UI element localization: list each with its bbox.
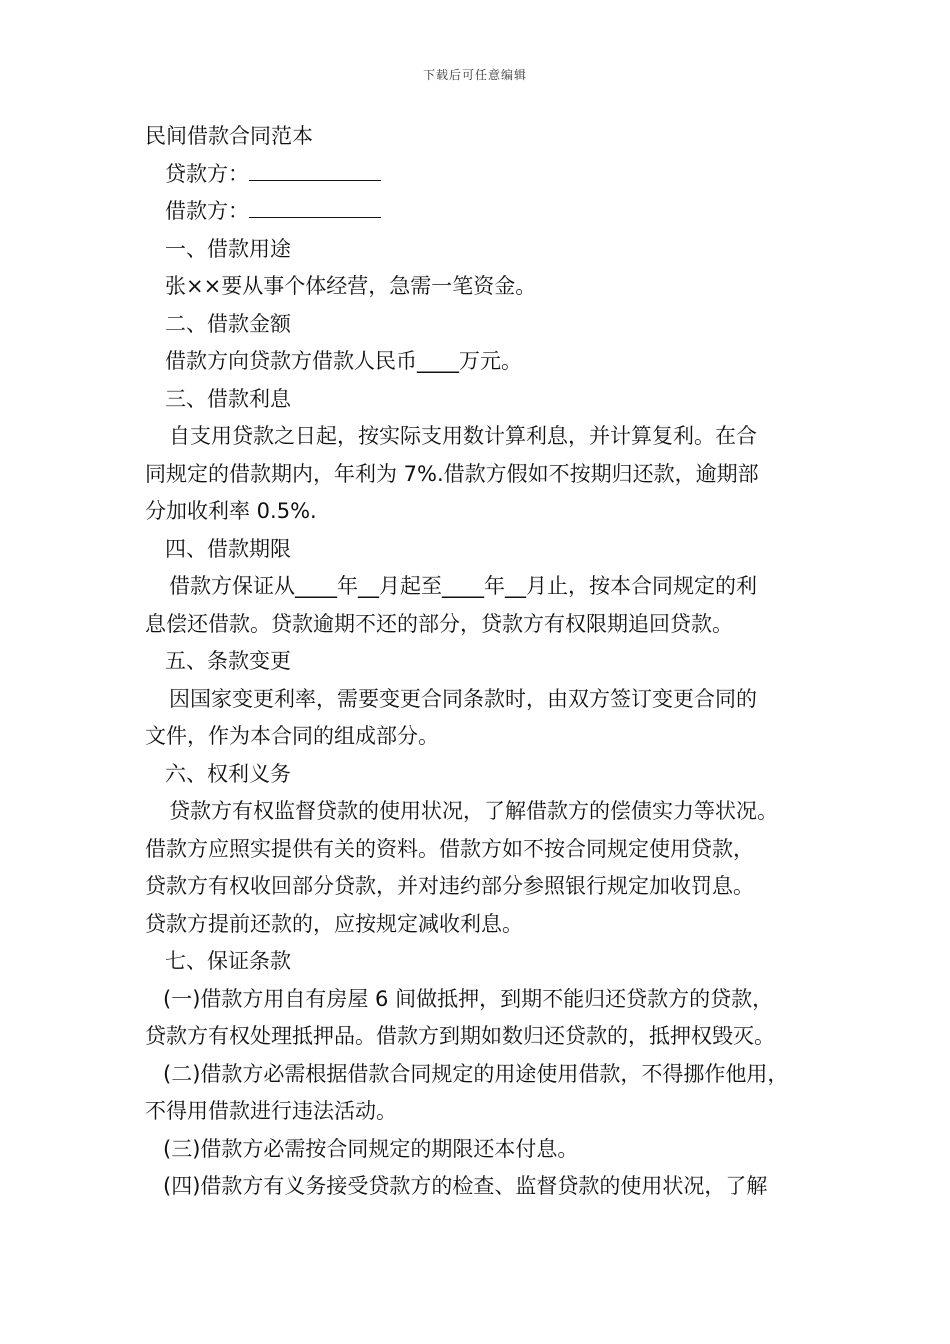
borrower-field xyxy=(145,193,825,231)
paragraph-line: (四)借款方有义务接受贷款方的检查、监督贷款的使用状况，了解 xyxy=(163,1174,768,1198)
paragraph-line: (二)借款方必需根据借款合同规定的用途使用借款，不得挪作他用， xyxy=(163,1061,789,1086)
header-note: 下载后可任意编辑 xyxy=(422,68,527,82)
document-title: 民间借款合同范本 xyxy=(145,124,313,148)
borrower-blank xyxy=(249,197,381,218)
paragraph-line: 借款方向贷款方借款人民币____万元。 xyxy=(165,349,522,373)
paragraph-line: (三)借款方必需按合同规定的期限还本付息。 xyxy=(163,1136,579,1161)
paragraph-line: 因国家变更利率，需要变更合同条款时，由双方签订变更合同的 xyxy=(169,686,757,711)
paragraph-line: 文件，作为本合同的组成部分。 xyxy=(145,724,439,748)
lender-field xyxy=(145,156,825,194)
paragraph-line: 自支用贷款之日起，按实际支用数计算利息，并计算复利。在合 xyxy=(169,424,757,448)
paragraph-line: 息偿还借款。贷款逾期不还的部分，贷款方有权限期追回贷款。 xyxy=(145,611,733,636)
section-heading: 一、借款用途 xyxy=(165,236,291,261)
document-body xyxy=(145,118,825,1206)
section-heading: 七、保证条款 xyxy=(165,949,291,973)
section-heading: 五、条款变更 xyxy=(165,649,291,673)
lender-label: 贷款方： xyxy=(165,161,249,186)
paragraph-line: 贷款方有权监督贷款的使用状况，了解借款方的偿债实力等状况。 xyxy=(169,799,778,823)
section-heading: 四、借款期限 xyxy=(165,536,291,561)
paragraph-line: 不得用借款进行违法活动。 xyxy=(145,1099,397,1123)
paragraph-line: 分加收利率 0.5%. xyxy=(145,499,317,523)
section-heading: 二、借款金额 xyxy=(165,311,291,336)
paragraph-line: 贷款方有权处理抵押品。借款方到期如数归还贷款的，抵押权毁灭。 xyxy=(145,1024,775,1048)
borrower-label: 借款方： xyxy=(165,199,249,223)
paragraph-line: 同规定的借款期内，年利为 7%.借款方假如不按期归还款，逾期部 xyxy=(145,461,759,486)
paragraph-line: 借款方保证从____年__月起至____年__月止，按本合同规定的利 xyxy=(169,574,757,598)
section-heading: 六、权利义务 xyxy=(165,761,291,786)
paragraph-line: 借款方应照实提供有关的资料。借款方如不按合同规定使用贷款， xyxy=(145,836,754,861)
paragraph-line: 贷款方有权收回部分贷款，并对违约部分参照银行规定加收罚息。 xyxy=(145,874,754,898)
section-heading: 三、借款利息 xyxy=(165,386,291,411)
paragraph-line: (一)借款方用自有房屋 6 间做抵押，到期不能归还贷款方的贷款， xyxy=(163,986,774,1011)
paragraph-line: 贷款方提前还款的，应按规定减收利息。 xyxy=(145,911,523,936)
lender-blank xyxy=(249,160,381,181)
paragraph-line: 张××要从事个体经营，急需一笔资金。 xyxy=(165,274,537,298)
